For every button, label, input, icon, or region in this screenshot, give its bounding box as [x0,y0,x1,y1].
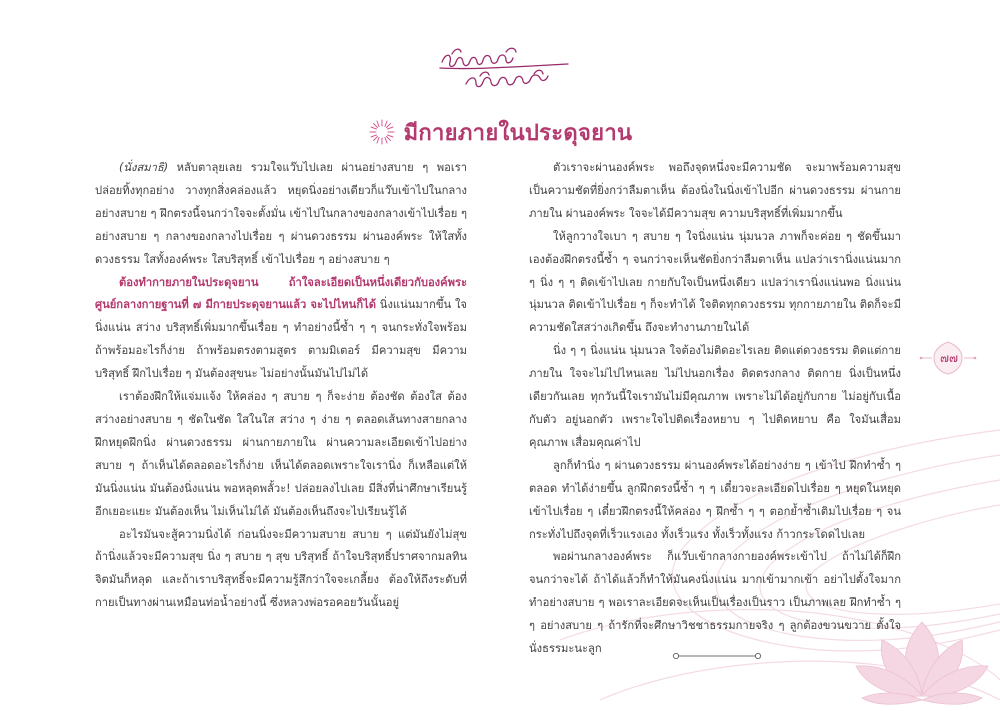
text-segment: นิ่ง ๆ ๆ นิ่งแน่น นุ่มนวล ใจต้องไม่ติดอะไรเลย ติดแต่ดวงธรรม ติดแต่กายภายใน ใจจะไม่ไปไหนเลย ไม่ไปนอกเรื่อง ติดตรงกลาง ติดกาย นิ่งเป็นหนึ่งเดียวกันเลย ทุกวันนี้ใจเรามันไม่มีคุณภาพ เพราะไม่ได้อยู่กับกาย ไม่อยู่กับเนื้อกับตัว อยู่นอกตัว เพราะใจไปติดเรื่องหยาบ ๆ ไปติดหยาบ คือ ใจมันเสื่อมคุณภาพ เสื่อมคุณค่าไป [529,344,901,449]
page-number: ๗๗ [939,351,959,365]
chapter-title: มีกายภายในประดุจยาน [403,120,633,146]
paragraph [529,226,901,341]
signature [436,40,576,98]
text-segment: ให้ลูกวางใจเบา ๆ สบาย ๆ ใจนิ่งแน่น นุ่มนวล ภาพก็จะค่อย ๆ ชัดขึ้นมาเองต้องฝึกตรงนี้ซ้ำ ๆ จนกว่าจะเห็นชัดยิ่งกว่าลืมตาเห็น แปลว่าเรานิ่งแน่นมาก ๆ นิ่ง ๆ ๆ ติดเข้าไปเลย กายกับใจเป็นหนึ่งเดียว แปลว่าเรานิ่งแน่นพอ นิ่งแน่นนุ่มนวล ติดเข้าไปเรื่อย ๆ ก็จะทำได้ ใจติดทุกดวงธรรม ทุกกายภายใน ติดก็จะมีความชัดใสสว่างเกิดขึ้น ถึงจะทำงานภายในได้ [529,229,901,335]
lotus-icon [842,596,1000,711]
left-column-text [95,157,467,615]
italic-text: (นั่งสมาธิ) [119,161,169,174]
paragraph [529,455,901,547]
text-segment: ลูกก็ทำนิ่ง ๆ ผ่านดวงธรรม ผ่านองค์พระได้อย่างง่าย ๆ เข้าไป ฝึกทำซ้ำ ๆ ตลอด ทำได้ง่ายขึ้น ลูกฝึกตรงนี้ซ้ำ ๆ ๆ เดี๋ยวจะละเอียดไปเรื่อย ๆ หยุดในหยุดเข้าไปเรื่อย ๆ เดี๋ยวฝึกตรงนี้ให้คล่อง ๆ ฝึกซ้ำ ๆ ๆ ตอกย้ำซ้ำเติมไปเรื่อย ๆ จนกระทั่งไปถึงจุดที่เร็วแรงเอง ทั้งเร็วแรง ทั้งเร็วทั้งแรง ก้าวกระโดดไปเลย [529,458,901,541]
text-segment: พอผ่านกลางองค์พระ ก็แว๊บเข้ากลางกายองค์พระเข้าไป ถ้าไม่ได้ก็ฝึกจนกว่าจะได้ ถ้าได้แล้วก็ทำให้มันคงนิ่งแน่น มากเข้ามากเข้า อย่าไปตั้งใจมาก ทำอย่างสบาย ๆ พอเราละเอียดจะเห็นเป็นเรื่องเป็นราว เป็นภาพเลย ฝึกทำซ้ำ ๆ ๆ อย่างสบาย ๆ ถ้ารักที่จะศึกษาวิชชาธรรมกายจริง ๆ ลูกต้องขวนขวาย ตั้งใจนั่งธรรมะนะลูก [529,550,901,656]
signature-icon [436,40,576,98]
text-segment: อะไรมันจะสู้ความนิ่งได้ ก่อนนิ่งจะมีความสบาย สบาย ๆ แต่มันยังไม่สุข ถ้านิ่งแล้วจะมีความสุข นิ่ง ๆ สบาย ๆ สุข บริสุทธิ์ ถ้าใจบริสุทธิ์ปราศจากมลทิน จิตมันก็หลุด และถ้าเราบริสุทธิ์จะมีความรู้สึกว่าใจจะเกลี้ยง ต้องให้ถึงระดับที่กายเป็นทางผ่านเหมือนท่อน้ำอย่างนี้ ซึ่งหลวงพ่อรอคอยวันนั้นอยู่ [95,527,467,610]
lotus-decoration [842,596,1000,711]
title-row [0,112,1000,152]
page-number-badge [918,336,978,380]
right-column-text [529,157,901,661]
paragraph [95,272,467,387]
text-segment: หลับตาลุยเลย รวมใจแว๊บไปเลย ผ่านอย่างสบาย ๆ พอเราปล่อยทิ้งทุกอย่าง วางทุกสิ่งคล่องแล้ว หยุดนิ่งอย่างเดียวก็แว๊บเข้าไปในกลางอย่างสบาย ๆ ฝึกตรงนี้จนกว่าใจจะตั้งมั่น เข้าไปในกลางของกลางเข้าไปเรื่อย ๆ อย่างสบาย ๆ กลางของกลางไปเรื่อย ๆ ผ่านดวงธรรม ผ่านองค์พระ ให้ใสทั้งดวงธรรม ใสทั้งองค์พระ ใสบริสุทธิ์ เข้าไปเรื่อย ๆ อย่างสบาย ๆ [95,161,467,266]
text-segment: ตัวเราจะผ่านองค์พระ พอถึงจุดหนึ่งจะมีความชัด จะมาพร้อมความสุข เป็นความชัดที่ยิ่งกว่าลืมตาเห็น ต้องนิ่งในนิ่งเข้าไปอีก ผ่านดวงธรรม ผ่านกายภายใน ผ่านองค์พระ ใจจะได้มีความสุข ความบริสุทธิ์ที่เพิ่มมากขึ้น [529,161,901,220]
divider-ornament-icon [672,651,762,661]
divider-ornament [672,651,762,661]
paragraph [95,157,467,272]
paragraph [529,340,901,455]
sunburst-ornament-icon [368,118,396,146]
text-segment: นิ่งแน่นมากขึ้น ใจนิ่งแน่น สว่าง บริสุทธิ์เพิ่มมากขึ้นเรื่อย ๆ ทำอย่างนี้ซ้ำ ๆ ๆ จนกระทั่งใจพร้อม ถ้าพร้อมอะไรก็ง่าย ถ้าพร้อมตรงตามสูตร ตามมิเตอร์ มีความสุข มีความบริสุทธิ์ ฝึกไปเรื่อย ๆ มันต้องสุขนะ ไม่อย่างนั้นมันไปไม่ได้ [95,298,467,381]
paragraph [529,157,901,226]
text-segment: เราต้องฝึกให้แจ่มแจ้ง ให้คล่อง ๆ สบาย ๆ ก็จะง่าย ต้องชัด ต้องใส ต้องสว่างอย่างสบาย ๆ ชัดในชัด ใสในใส สว่าง ๆ ง่าย ๆ ตลอดเส้นทางสายกลาง ฝึกหยุดฝึกนิ่ง ผ่านดวงธรรม ผ่านกายภายใน ผ่านความละเอียดเข้าไปอย่างสบาย ๆ ถ้าเห็นได้ตลอดอะไรก็ง่าย เห็นได้ตลอดเพราะใจเรานิ่ง ก็เหลือแต่ให้มันนิ่งแน่น มันต้องนิ่งแน่น พอหลุดพลั้วะ! ปล่อยลงไปเลย มีสิ่งที่น่าศึกษาเรียนรู้อีกเยอะแยะ มันต้องเห็น ไม่เห็นไม่ได้ มันต้องเห็นถึงจะไปเรียนรู้ได้ [95,390,467,518]
paragraph [95,386,467,523]
paragraph [95,524,467,616]
highlighted-text: ต้องทำกายภายในประดุจยาน ถ้าใจละเอียดเป็นหนึ่งเดียวกับองค์พระศูนย์กลางกายฐานที่ ๗ มีกายประดุจยานแล้ว จะไปไหนก็ได้ [95,275,467,312]
